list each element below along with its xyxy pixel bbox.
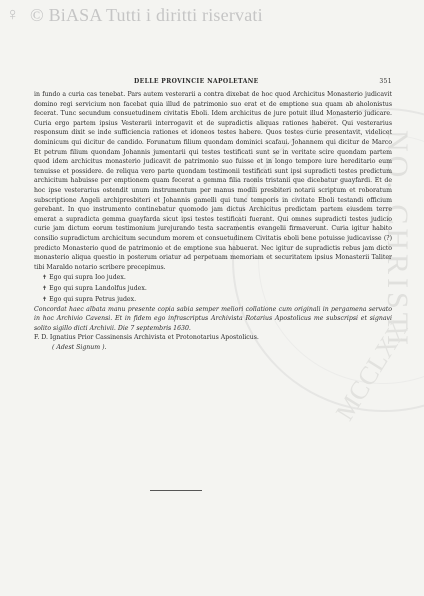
watermark-seal-text-lower: MCCLXX [330,315,414,426]
attestation-line: F. D. Ignatius Prior Cassinensis Archivista et Protonotarius Apostolicus. [34,334,259,342]
watermark-seal-text: NO. CHRISTI [381,130,414,350]
page-number: 351 [379,78,392,85]
watermark-header [0,0,424,30]
watermark-mark: ♀ [6,4,20,24]
collation-note: Concordat haec albata manu presente copia sabia semper meliori collatione cum originali in pergamena servato in hoc Archivio Cavensi. Et in fidem ego infrascriptus Archivista Rotarius Apostolicus me subscripsi et signavi solito sigillo dicti Archivii. Die 7 septembris 1630. [34,305,392,332]
document-body [34,90,392,353]
section-divider [150,490,202,491]
seal-note: ( Adest Signum ). [52,344,107,352]
page-header [34,78,392,88]
signature-line: ✝ Ego qui supra Landolfus judex. [42,285,147,293]
running-head: DELLE PROVINCIE NAPOLETANE [134,78,259,85]
body-paragraph: in fundo a curia cas tenebat. Pars autem vesterarii a contra dixebat de hoc quod Archicitus Monasterio judicavit domino regi servicium non facebat quia illud de patrimonio suo erat et de emptione sua quam ab aholonistus fecerat. Tunc secundum consuetudinem civitatis Eboli. Idem archicitus de jure potuit illud Monasterio judicare. Curia ergo partem ipsius Vesterarii interrogavit et de supradictis aliquas rationes haberet. Qui vesterarius responsum dixit se inde sufficiencia rationes et idoneos testes habere. Quos testes curie presentavit, videlicet dominicum qui dicitur de candido. Forunatum filium quondam dominici scafaui. Johannem qui dicitur de Marco Et petrum filium quondam Johannis jumentarii qui testes testificati sunt se in veritate scire quondam partem quod idem archicitus monasterio judicavit de patrimonio suo fuisse et in longo tempore iure hereditario eum tenuisse et possidere. de reliqua vero parte quondam testimonii testificati sunt ipsi supradicti testes predictum archicitum habuisse per emptionem quam fecerat a gemma filia raonis tristanii que dicebatur guayfardi. Et de hoc ipse vesterarius ostendit unum instrumentum per manus modili presbiteri notarii scriptum et roboratum subscriptione Angeli archipresbiteri et Johannis gamelli qui tunc temporis in civitate Eboli testandi officium gerebant. In quo instrumento continebatur quomodo jam dictus Archicitus predictam partem eiusdem terre emerat a supradicta gemma guayfarda sicut ipsi testes testificati fuerant. Qui omnes supradicti testes judicio curie jam dictum eorum testimonium jurejurando testa sacramentis evangelii firmaverunt. Curia igitur habito consilio supradictum archicitum secundum morem et consuetudinem Civitatis eboli bene potuisse judicavisse (?) predicto Monasterio quod de patrimonio et de emptione sua habuerat. Nec igitur de supradictis rebus jam dicto monasterio aliqua questio in posterum oriatur ad perpetuam memoriam et securitatem ipsius Monasterii Taliter tibi Maraldo notario scribere precepimus. [34,91,392,271]
watermark-text: © BiASA Tutti i diritti riservati [30,5,263,25]
signature-line: ✝ Ego qui supra Ioo judex. [42,274,126,282]
signature-line: ✝ Ego qui supra Petrus judex. [42,295,137,303]
